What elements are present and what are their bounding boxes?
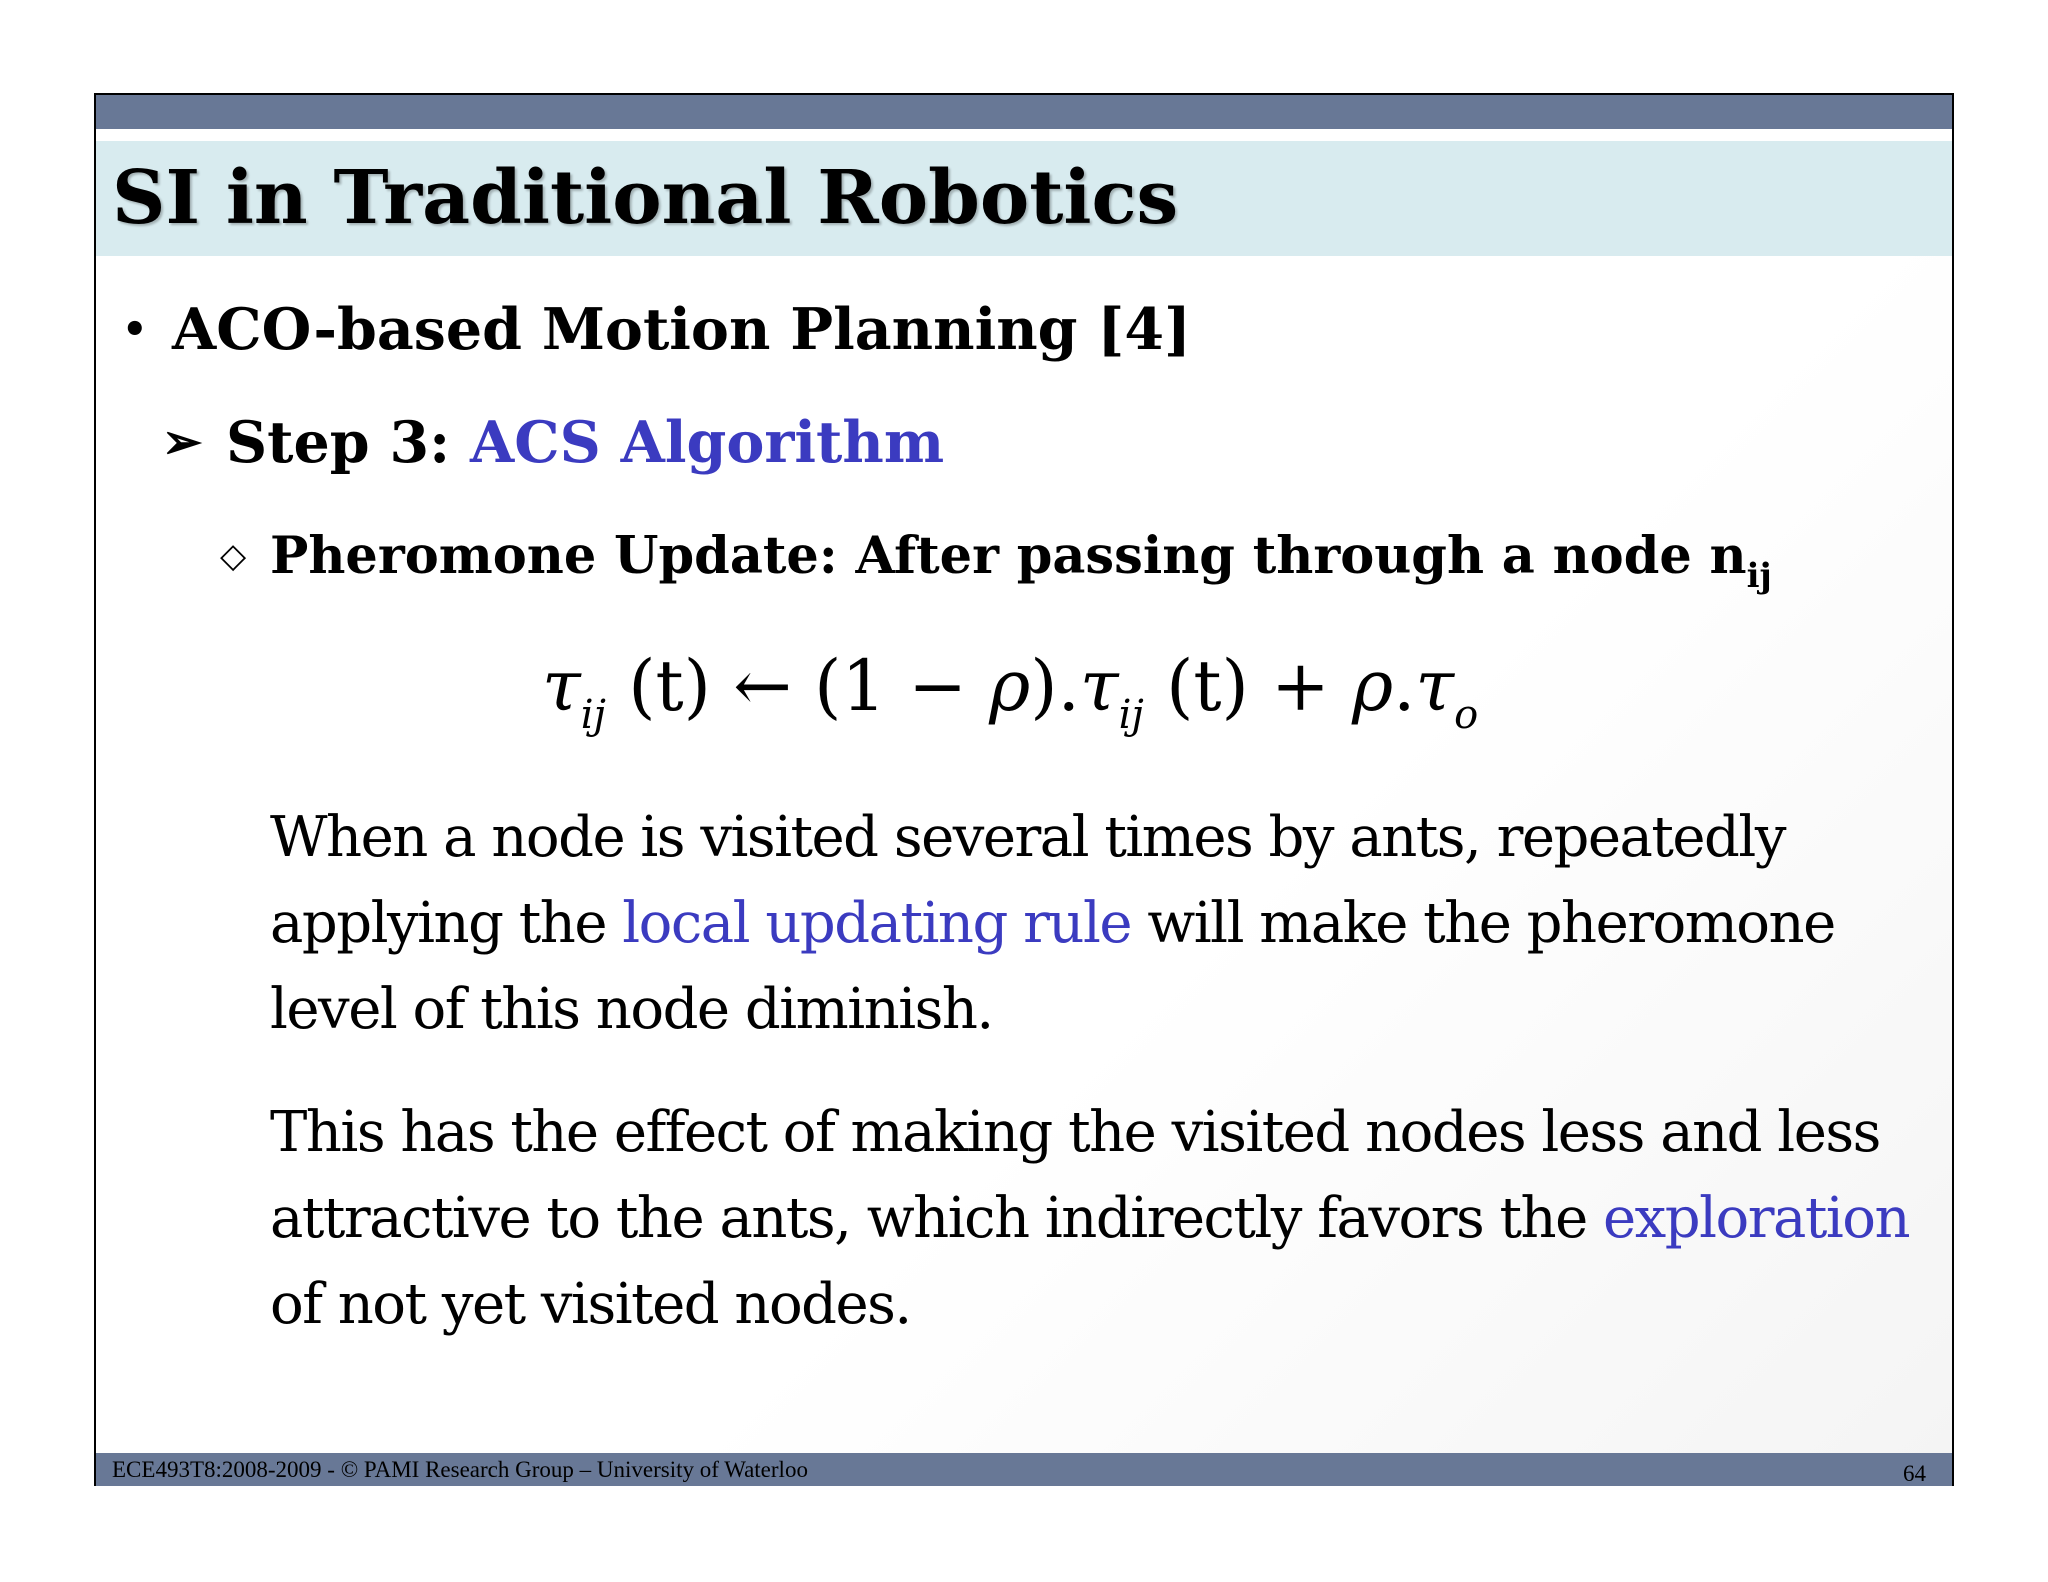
eq-rho-2: ρ bbox=[1351, 645, 1394, 727]
bullet-level-1-text: ACO-based Motion Planning [4] bbox=[172, 296, 1191, 363]
paragraph-local-update bbox=[270, 795, 1910, 1053]
eq-sub-o: o bbox=[1454, 692, 1479, 738]
eq-arrow: ← bbox=[733, 645, 792, 727]
top-bar bbox=[96, 95, 1952, 129]
eq-tau-3: τ bbox=[1415, 645, 1455, 727]
eq-rho-1: ρ bbox=[989, 645, 1031, 727]
bullet-level-2 bbox=[162, 407, 944, 478]
paragraph1-after: will make the pheromone level of this node diminish. bbox=[270, 891, 1835, 1042]
node-subscript: ij bbox=[1746, 556, 1772, 596]
paragraph-exploration bbox=[270, 1090, 1910, 1348]
eq-sub-ij-1: ij bbox=[580, 692, 606, 738]
eq-tau-1: τ bbox=[542, 645, 581, 727]
eq-tau-2: τ bbox=[1079, 645, 1119, 727]
pheromone-update-text: Pheromone Update: After passing through a node n bbox=[270, 526, 1747, 586]
bullet-dot-icon: • bbox=[122, 306, 148, 353]
footer-text: ECE493T8:2008-2009 - © PAMI Research Group – University of Waterloo bbox=[112, 1457, 808, 1482]
eq-t-left: (t) bbox=[628, 645, 711, 727]
slide-title: SI in Traditional Robotics bbox=[112, 155, 1179, 241]
eq-one-minus: (1 − bbox=[814, 645, 990, 727]
bullet-level-1 bbox=[122, 295, 1191, 365]
local-updating-rule-link[interactable]: local updating rule bbox=[622, 891, 1132, 956]
eq-sub-ij-2: ij bbox=[1118, 692, 1144, 738]
page-number: 64 bbox=[1903, 1461, 1926, 1486]
paragraph2-after: of not yet visited nodes. bbox=[270, 1272, 911, 1337]
eq-dot: . bbox=[1393, 645, 1416, 727]
paragraph2-before: This has the effect of making the visited nodes less and less attractive to the ants, which indirectly favors the bbox=[270, 1100, 1880, 1251]
diamond-bullet-icon: ◇ bbox=[220, 536, 247, 576]
arrow-bullet-icon: ➢ bbox=[162, 414, 203, 470]
eq-t-right: (t) + bbox=[1166, 645, 1352, 727]
step-highlight: ACS Algorithm bbox=[470, 409, 945, 476]
exploration-link[interactable]: exploration bbox=[1603, 1186, 1910, 1251]
eq-close-dot: ). bbox=[1030, 645, 1080, 727]
step-label: Step 3: bbox=[226, 409, 471, 476]
pheromone-equation bbox=[542, 641, 1479, 738]
paragraph1-before: When a node is visited several times by ants, repeatedly applying the bbox=[270, 805, 1785, 956]
slide bbox=[94, 93, 1954, 1486]
bullet-level-3 bbox=[220, 525, 1772, 596]
